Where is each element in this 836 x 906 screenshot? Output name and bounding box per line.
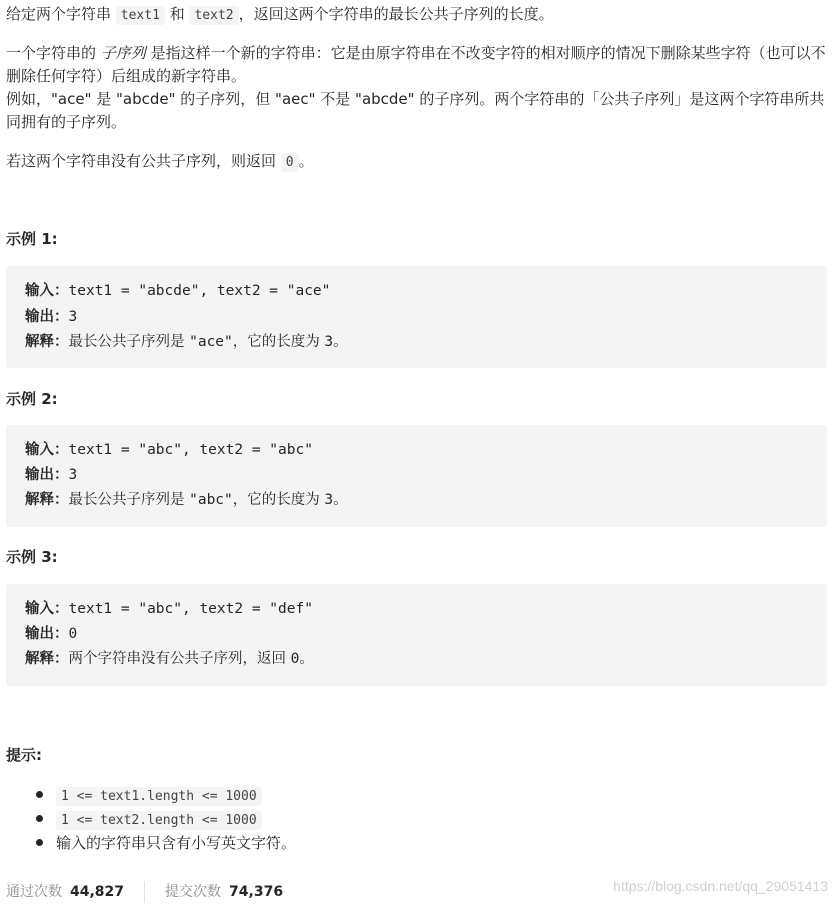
example-1-block <box>6 266 827 368</box>
bullet-icon <box>36 839 43 846</box>
hints-title: 提示: <box>6 746 42 764</box>
example-1-input: 输入：text1 = "abcde", text2 = "ace" <box>25 283 331 299</box>
inline-code-zero: 0 <box>281 153 299 172</box>
accepted-label: 通过次数 <box>6 884 62 900</box>
hint-item: 1 <= text1.length <= 1000 <box>6 783 296 807</box>
example-3-title: 示例 3: <box>6 548 58 566</box>
hint-item: 输入的字符串只含有小写英文字符。 <box>6 831 296 855</box>
example-3-output: 输出：0 <box>25 626 78 642</box>
example-2-output: 输出：3 <box>25 467 78 483</box>
example-3-explanation: 解释：两个字符串没有公共子序列，返回 0。 <box>25 651 314 667</box>
stats-divider <box>144 881 145 903</box>
example-2-block <box>6 425 827 527</box>
no-common-paragraph: 若这两个字符串没有公共子序列，则返回 0 。 <box>6 152 314 170</box>
definition-example: 例如，"ace" 是 "abcde" 的子序列，但 "aec" 不是 "abcde" 的子序列。两个字符串的「公共子序列」是这两个字符串所共同拥有的子序列。 <box>6 90 825 131</box>
example-2-input: 输入：text1 = "abc", text2 = "abc" <box>25 442 313 458</box>
accepted-count: 44,827 <box>70 884 125 900</box>
example-1-title: 示例 1: <box>6 230 58 248</box>
example-1-output: 输出：3 <box>25 309 78 325</box>
submitted-count: 74,376 <box>229 884 284 900</box>
watermark: https://blog.csdn.net/qq_29051413 <box>613 878 828 894</box>
example-2-explanation: 解释：最长公共子序列是 "abc"，它的长度为 3。 <box>25 492 348 508</box>
bullet-icon <box>36 791 43 798</box>
example-1-explanation: 解释：最长公共子序列是 "ace"，它的长度为 3。 <box>25 334 348 350</box>
example-3-block <box>6 584 827 686</box>
inline-code-text1: text1 <box>116 6 165 25</box>
bullet-icon <box>36 815 43 822</box>
term-subsequence: 子序列 <box>100 44 146 62</box>
example-3-input: 输入：text1 = "abc", text2 = "def" <box>25 601 313 617</box>
hint-item: 1 <= text2.length <= 1000 <box>6 807 296 831</box>
inline-code-text2: text2 <box>189 6 238 25</box>
hints-list <box>6 783 296 855</box>
example-2-title: 示例 2: <box>6 390 58 408</box>
intro-paragraph: 给定两个字符串 text1 和 text2 ，返回这两个字符串的最长公共子序列的长度。 <box>6 5 554 23</box>
submitted-label: 提交次数 <box>165 884 222 900</box>
definition-paragraph: 一个字符串的 子序列 是指这样一个新的字符串：它是由原字符串在不改变字符的相对顺序的情况下删除某些字符（也可以不删除任何字符）后组成的新字符串。 例如，"ace" 是 "abcde" 的子序列，但 "aec" 不是 "abcde" 的子序列。两个字符串的「公共子序列」是这两个字符串所共同拥有的子序列。 <box>6 42 828 134</box>
